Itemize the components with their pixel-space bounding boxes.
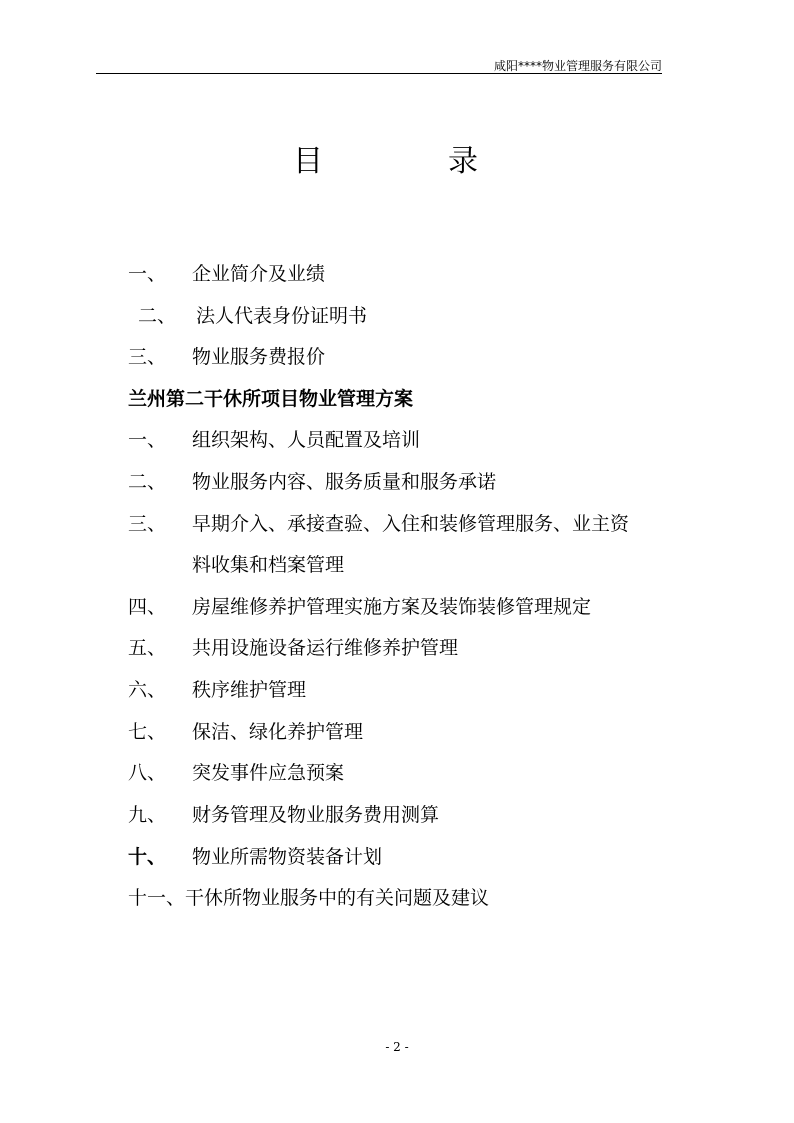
- toc-item-number: 五、: [128, 637, 167, 659]
- toc-item-number: 三、: [128, 513, 167, 535]
- header-rule: [96, 73, 662, 74]
- toc-item-number: 六、: [128, 679, 167, 701]
- toc-item-text: 保洁、绿化养护管理: [192, 721, 364, 743]
- toc-item-text: 财务管理及物业服务费用测算: [192, 804, 440, 826]
- toc-item-text: 企业简介及业绩: [192, 263, 326, 285]
- toc-item-number: 二、: [128, 471, 167, 493]
- title-char-2: 录: [448, 144, 478, 179]
- section-heading[interactable]: 兰州第二干休所项目物业管理方案: [128, 388, 414, 410]
- toc-item-text: 组织架构、人员配置及培训: [192, 429, 421, 451]
- toc-item-number: 八、: [128, 762, 167, 784]
- toc-item-text: 法人代表身份证明书: [196, 305, 368, 327]
- toc-item-text: 物业所需物资装备计划: [192, 846, 383, 868]
- toc-item-number: 一、: [128, 429, 167, 451]
- toc-item-text: 房屋维修养护管理实施方案及装饰装修管理规定: [192, 596, 592, 618]
- toc-item-number: 九、: [128, 804, 167, 826]
- page-title: [0, 142, 794, 182]
- toc-item-number: 四、: [128, 596, 167, 618]
- toc-item-number: 十一、: [128, 887, 186, 909]
- toc-item-number: 三、: [128, 346, 167, 368]
- toc-item-text: 秩序维护管理: [192, 679, 307, 701]
- toc-item-text: 早期介入、承接查验、入住和装修管理服务、业主资: [192, 513, 630, 535]
- toc-item-text: 物业服务内容、服务质量和服务承诺: [192, 471, 497, 493]
- toc-item-number: 七、: [128, 721, 167, 743]
- page-number: - 2 -: [385, 1040, 409, 1054]
- toc-item-text: 物业服务费报价: [192, 346, 326, 368]
- header-company-name: 咸阳****物业管理服务有限公司: [493, 59, 662, 73]
- toc-item-text: 突发事件应急预案: [192, 762, 345, 784]
- toc-item-text: 干休所物业服务中的有关问题及建议: [185, 887, 490, 909]
- toc-item-number: 一、: [128, 263, 167, 285]
- toc-item-text: 共用设施设备运行维修养护管理: [192, 637, 459, 659]
- toc-item-text: 料收集和档案管理: [192, 554, 345, 576]
- title-char-1: 目: [293, 144, 323, 179]
- toc-item-number: 十、: [128, 846, 167, 868]
- toc-item-number: 二、: [138, 305, 177, 327]
